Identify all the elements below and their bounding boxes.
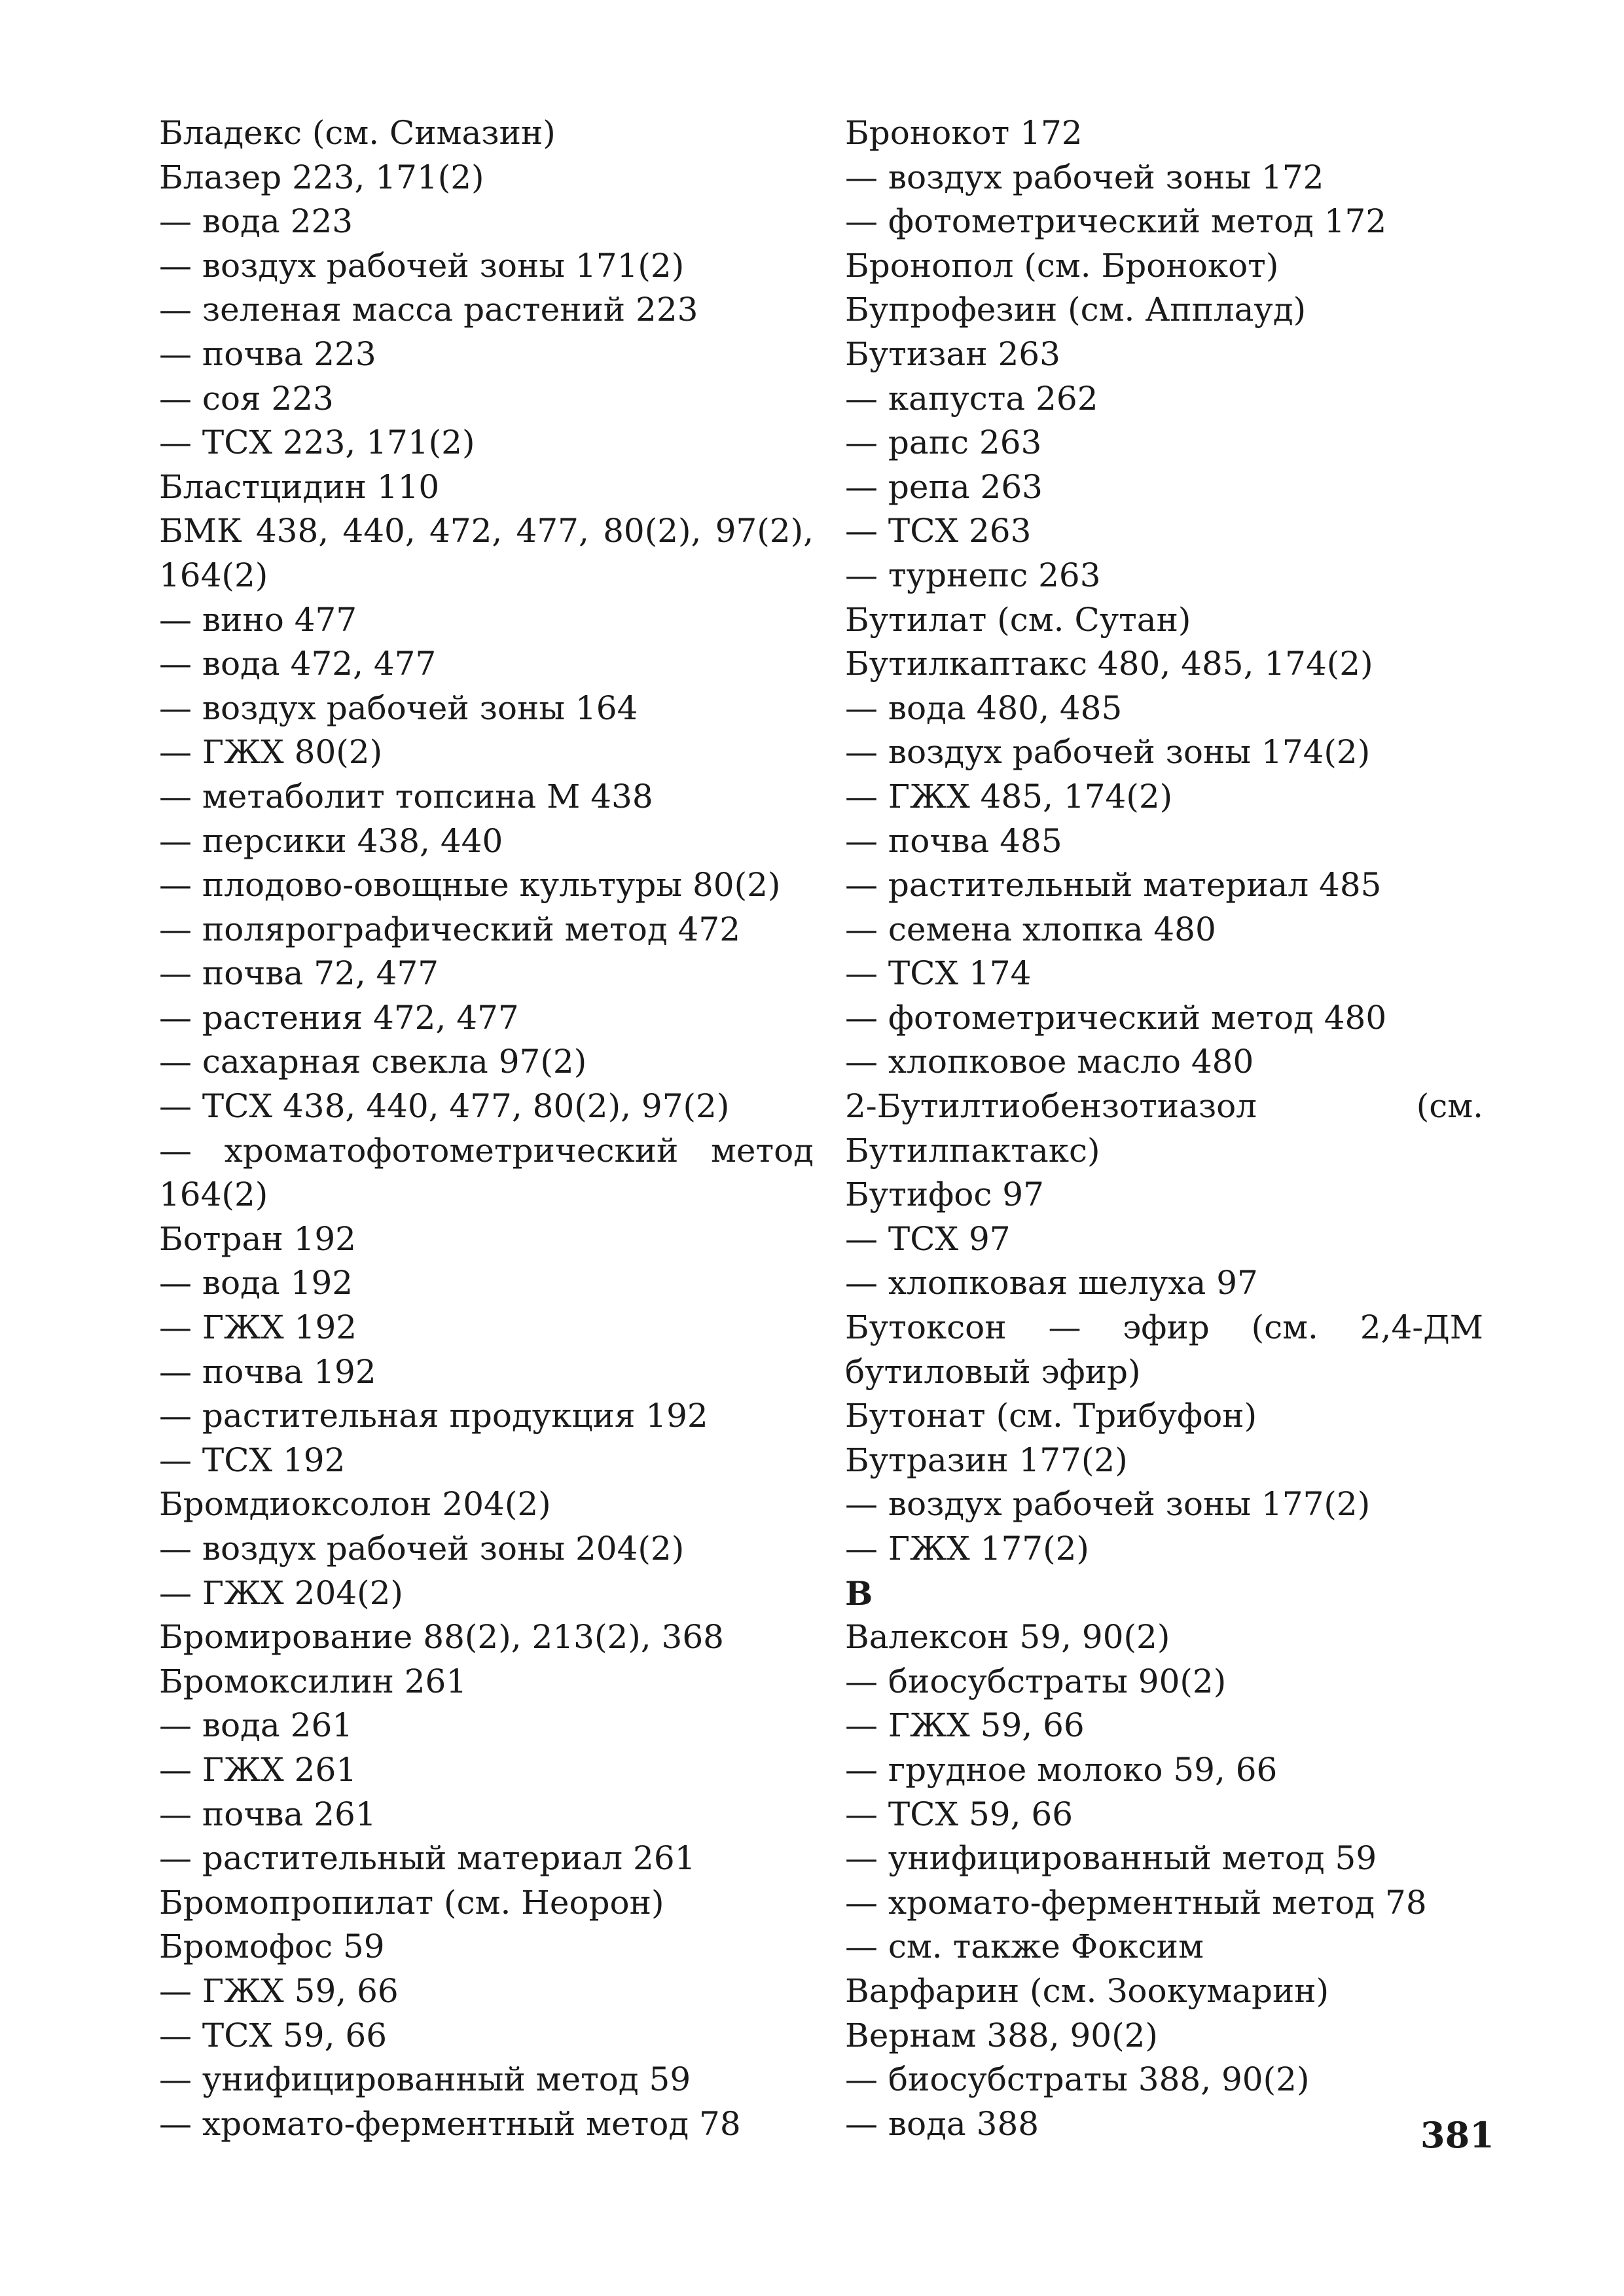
index-subentry: — турнепс 263	[845, 556, 1101, 594]
index-subentry: — фотометрический метод 480	[845, 998, 1387, 1037]
index-subentry: — воздух рабочей зоны 172	[845, 158, 1324, 196]
index-subentry: — почва 261	[159, 1795, 376, 1833]
index-subentry: — ГЖХ 177(2)	[845, 1530, 1089, 1568]
index-subentry: — семена хлопка 480	[845, 910, 1216, 948]
index-entry: 2-Бутилтиобензотиазол (см. Бутилпактакс)	[845, 1087, 1494, 1170]
index-subentry: — ГЖХ 485, 174(2)	[845, 777, 1173, 816]
index-subentry: — грудное молоко 59, 66	[845, 1750, 1278, 1789]
index-subentry: — унифицированный метод 59	[845, 1839, 1377, 1878]
index-subentry: — биосубстраты 90(2)	[845, 1662, 1227, 1700]
index-subentry: — хроматофотометрический метод 164(2)	[159, 1131, 824, 1214]
section-letter-heading: В	[845, 1573, 873, 1613]
index-subentry: — ТСХ 438, 440, 477, 80(2), 97(2)	[159, 1087, 730, 1126]
index-subentry: — сахарная свекла 97(2)	[159, 1043, 587, 1081]
index-subentry: — вода 261	[159, 1706, 353, 1745]
index-subentry: — ГЖХ 59, 66	[159, 1971, 399, 2010]
index-subentry: — капуста 262	[845, 379, 1098, 418]
index-subentry: — ГЖХ 80(2)	[159, 733, 383, 772]
index-entry: Бромирование 88(2), 213(2), 368	[159, 1618, 724, 1657]
index-subentry: — хромато-ферментный метод 78	[845, 1883, 1427, 1922]
page-number: 381	[1420, 2114, 1494, 2156]
index-entry: Ботран 192	[159, 1219, 356, 1258]
index-subentry: — ТСХ 59, 66	[845, 1795, 1074, 1833]
index-subentry: — ГЖХ 204(2)	[159, 1573, 403, 1612]
index-subentry: — почва 485	[845, 821, 1062, 860]
index-subentry: — ГЖХ 261	[159, 1750, 357, 1789]
index-entry: Бладекс (см. Симазин)	[159, 114, 556, 152]
index-subentry: — растения 472, 477	[159, 998, 519, 1037]
index-subentry: — зеленая масса растений 223	[159, 291, 698, 329]
index-subentry: — рапс 263	[845, 423, 1042, 462]
index-subentry: — ТСХ 263	[845, 512, 1032, 550]
index-subentry: — растительный материал 261	[159, 1839, 696, 1878]
index-entry: Бутилат (см. Сутан)	[845, 600, 1191, 639]
index-subentry: — метаболит топсина М 438	[159, 777, 653, 816]
index-entry: Бутифос 97	[845, 1175, 1044, 1214]
index-subentry: — вода 192	[159, 1264, 353, 1302]
index-subentry: — хлопковая шелуха 97	[845, 1264, 1258, 1302]
index-entry: Бутразин 177(2)	[845, 1441, 1128, 1479]
index-subentry: — ТСХ 174	[845, 954, 1032, 993]
index-subentry: — репа 263	[845, 467, 1043, 506]
index-entry: Бромофос 59	[159, 1928, 385, 1966]
index-subentry: — ТСХ 192	[159, 1441, 346, 1479]
index-subentry: — растительный материал 485	[845, 866, 1382, 905]
index-subentry: — персики 438, 440	[159, 821, 503, 860]
index-subentry: — воздух рабочей зоны 171(2)	[159, 246, 685, 285]
index-subentry: — воздух рабочей зоны 204(2)	[159, 1530, 685, 1568]
index-subentry: — полярографический метод 472	[159, 910, 741, 948]
index-entry: Вернам 388, 90(2)	[845, 2016, 1158, 2054]
index-subentry: — воздух рабочей зоны 164	[159, 689, 638, 727]
index-entry: Бронокот 172	[845, 114, 1083, 152]
index-subentry: — фотометрический метод 172	[845, 202, 1387, 241]
index-subentry: — плодово-овощные культуры 80(2)	[159, 866, 781, 905]
index-column-right	[845, 111, 1494, 2146]
index-subentry: — ТСХ 223, 171(2)	[159, 423, 475, 462]
index-subentry: — соя 223	[159, 379, 334, 418]
index-subentry: — см. также Фоксим	[845, 1928, 1204, 1966]
index-entry: Бронопол (см. Бронокот)	[845, 246, 1279, 285]
index-subentry: — вода 472, 477	[159, 645, 437, 683]
index-entry: Бутонат (см. Трибуфон)	[845, 1397, 1257, 1435]
index-entry: БМК 438, 440, 472, 477, 80(2), 97(2), 164(2)	[159, 512, 824, 594]
index-entry: Бромдиоксолон 204(2)	[159, 1485, 551, 1524]
index-entry: Бупрофезин (см. Апплауд)	[845, 291, 1307, 329]
index-subentry: — ТСХ 97	[845, 1219, 1011, 1258]
index-subentry: — воздух рабочей зоны 174(2)	[845, 733, 1371, 772]
index-entry: Бутилкаптакс 480, 485, 174(2)	[845, 645, 1373, 683]
index-column-left	[159, 111, 824, 2146]
index-subentry: — почва 192	[159, 1352, 376, 1391]
index-subentry: — растительная продукция 192	[159, 1397, 708, 1435]
index-entry: Варфарин (см. Зоокумарин)	[845, 1971, 1329, 2010]
index-subentry: — вода 223	[159, 202, 353, 241]
index-subentry: — биосубстраты 388, 90(2)	[845, 2060, 1310, 2099]
index-entry: Бутоксон — эфир (см. 2,4-ДМ бутиловый эфир)	[845, 1308, 1494, 1391]
index-subentry: — хромато-ферментный метод 78	[159, 2104, 741, 2143]
index-entry: Бластцидин 110	[159, 467, 440, 506]
index-entry: Валексон 59, 90(2)	[845, 1618, 1170, 1657]
index-subentry: — вода 388	[845, 2104, 1039, 2143]
index-subentry: — хлопковое масло 480	[845, 1043, 1254, 1081]
index-entry: Блазер 223, 171(2)	[159, 158, 484, 196]
index-subentry: — ТСХ 59, 66	[159, 2016, 388, 2054]
index-entry: Бутизан 263	[845, 334, 1060, 373]
index-subentry: — унифицированный метод 59	[159, 2060, 691, 2099]
index-entry: Бромоксилин 261	[159, 1662, 467, 1700]
index-entry: Бромопропилат (см. Неорон)	[159, 1883, 664, 1922]
index-subentry: — почва 223	[159, 334, 376, 373]
index-subentry: — ГЖХ 59, 66	[845, 1706, 1085, 1745]
index-subentry: — воздух рабочей зоны 177(2)	[845, 1485, 1371, 1524]
index-subentry: — вода 480, 485	[845, 689, 1123, 727]
index-subentry: — вино 477	[159, 600, 357, 639]
index-subentry: — ГЖХ 192	[159, 1308, 357, 1347]
index-subentry: — почва 72, 477	[159, 954, 439, 993]
